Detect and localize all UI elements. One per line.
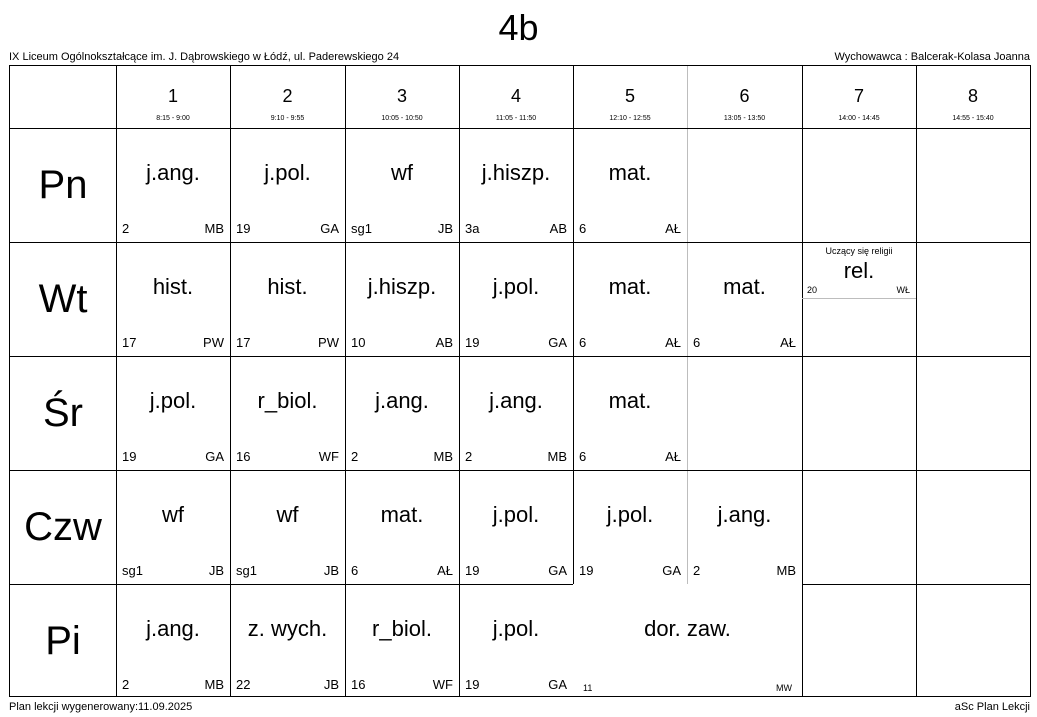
lesson-teacher: GA xyxy=(320,221,339,236)
lesson-room: 6 xyxy=(579,449,587,464)
lesson-cell xyxy=(573,356,687,470)
lesson-room: 19 xyxy=(465,335,480,350)
day-label-friday: Pi xyxy=(45,619,81,663)
lesson-cell xyxy=(573,242,687,356)
lesson-cell xyxy=(230,356,345,470)
lesson-room: 19 xyxy=(465,677,480,692)
lesson-cell xyxy=(116,356,230,470)
lesson-cell xyxy=(230,584,345,696)
lesson-subject: hist. xyxy=(152,274,194,299)
lesson-teacher: AŁ xyxy=(437,563,453,578)
lesson-room: 11 xyxy=(583,683,593,693)
lesson-room: 3a xyxy=(465,221,480,236)
lesson-cell xyxy=(459,470,573,584)
lesson-cell xyxy=(459,242,573,356)
lesson-teacher: PW xyxy=(203,335,224,350)
period-time: 13:05 - 13:50 xyxy=(723,115,766,122)
lesson-cell xyxy=(116,128,230,242)
lesson-teacher: WF xyxy=(432,677,453,692)
lesson-teacher: GA xyxy=(548,335,567,350)
period-number: 1 xyxy=(167,86,178,106)
period-number: 2 xyxy=(282,86,293,106)
period-header-8 xyxy=(916,66,1030,128)
period-header-6 xyxy=(687,66,802,128)
lesson-subject: mat. xyxy=(723,274,766,299)
lesson-room: 2 xyxy=(351,449,359,464)
lesson-room: 6 xyxy=(351,563,359,578)
lesson-subject: j.pol. xyxy=(492,502,540,527)
lesson-room: 17 xyxy=(122,335,137,350)
lesson-room: sg1 xyxy=(122,563,143,578)
lesson-teacher: JB xyxy=(437,221,453,236)
lesson-cell xyxy=(459,356,573,470)
period-number: 5 xyxy=(624,86,635,106)
software-credit: aSc Plan Lekcji xyxy=(954,701,1030,713)
period-time: 10:05 - 10:50 xyxy=(381,115,423,122)
period-time: 14:55 - 15:40 xyxy=(952,115,994,122)
lesson-cell xyxy=(345,584,459,696)
period-time: 9:10 - 9:55 xyxy=(270,115,305,122)
lesson-teacher: MB xyxy=(433,449,453,464)
lesson-cell xyxy=(687,470,802,584)
period-header-1 xyxy=(116,66,230,128)
lesson-cell xyxy=(230,128,345,242)
group-divider xyxy=(802,298,916,299)
lesson-subject: j.pol. xyxy=(264,160,311,185)
day-label-tuesday: Wt xyxy=(38,277,88,321)
day-label-monday: Pn xyxy=(38,163,88,207)
lesson-teacher: AŁ xyxy=(665,221,681,236)
lesson-room: 2 xyxy=(465,449,473,464)
lesson-teacher: AB xyxy=(549,221,567,236)
day-label-thursday: Czw xyxy=(24,505,102,549)
lesson-group: Uczący się religii xyxy=(825,246,893,256)
lesson-subject: j.ang. xyxy=(489,388,543,413)
lesson-teacher: AB xyxy=(435,335,453,350)
period-number: 3 xyxy=(396,86,407,106)
page-title: 4b xyxy=(498,7,539,48)
lesson-subject: j.hiszp. xyxy=(367,274,437,299)
lesson-room: 2 xyxy=(693,563,701,578)
lesson-room: 22 xyxy=(236,677,251,692)
lesson-room: 16 xyxy=(351,677,366,692)
lesson-subject: wf xyxy=(391,160,413,185)
lesson-cell xyxy=(116,242,230,356)
lesson-room: 6 xyxy=(579,221,587,236)
lesson-room: 10 xyxy=(351,335,366,350)
lesson-subject: j.ang. xyxy=(146,160,200,185)
lesson-teacher: JB xyxy=(208,563,224,578)
lesson-teacher: GA xyxy=(205,449,224,464)
lesson-cell xyxy=(345,242,459,356)
lesson-cell xyxy=(230,470,345,584)
lesson-subject: dor. zaw. xyxy=(644,616,731,641)
class-teacher: Wychowawca : Balcerak-Kolasa Joanna xyxy=(834,51,1030,63)
lesson-room: 19 xyxy=(122,449,137,464)
lesson-subject: j.ang. xyxy=(717,502,772,527)
lesson-subject: j.pol. xyxy=(492,616,540,641)
lesson-room: 6 xyxy=(693,335,701,350)
lesson-room: 19 xyxy=(465,563,480,578)
lesson-subject: mat. xyxy=(380,502,424,527)
period-number: 6 xyxy=(739,86,750,106)
lesson-teacher: GA xyxy=(548,677,567,692)
lesson-subject: j.ang. xyxy=(146,616,200,641)
lesson-teacher: WF xyxy=(318,449,339,464)
lesson-cell xyxy=(687,242,802,356)
lesson-teacher: MB xyxy=(204,221,224,236)
lesson-cell xyxy=(230,242,345,356)
lesson-cell xyxy=(459,128,573,242)
lesson-teacher: AŁ xyxy=(780,335,796,350)
lesson-subject: j.ang. xyxy=(375,388,429,413)
lesson-room: 20 xyxy=(807,285,818,295)
lesson-subject: j.pol. xyxy=(149,388,197,413)
lesson-teacher: JB xyxy=(323,677,339,692)
lesson-cell xyxy=(459,584,573,696)
period-header-5 xyxy=(573,66,687,128)
lesson-cell xyxy=(573,128,687,242)
lesson-room: 2 xyxy=(122,677,130,692)
period-time: 12:10 - 12:55 xyxy=(609,115,651,122)
lesson-teacher: MB xyxy=(204,677,224,692)
lesson-room: sg1 xyxy=(236,563,257,578)
period-header-4 xyxy=(459,66,573,128)
religion-group-cell xyxy=(802,242,916,356)
lesson-teacher: MW xyxy=(776,683,792,693)
lesson-teacher: JB xyxy=(323,563,339,578)
period-header-3 xyxy=(345,66,459,128)
lesson-subject: wf xyxy=(162,502,184,527)
lesson-room: 19 xyxy=(579,563,594,578)
period-time: 11:05 - 11:50 xyxy=(495,115,537,122)
lesson-subject: hist. xyxy=(267,274,308,299)
lesson-cell xyxy=(345,470,459,584)
school-name: IX Liceum Ogólnokształcące im. J. Dąbrowskiego w Łódź, ul. Paderewskiego 24 xyxy=(9,51,400,63)
period-header-7 xyxy=(802,66,916,128)
lesson-subject: z. wych. xyxy=(247,616,328,641)
lesson-room: 2 xyxy=(122,221,130,236)
lesson-subject: j.pol. xyxy=(492,274,540,299)
lesson-room: 6 xyxy=(579,335,587,350)
lesson-room: 16 xyxy=(236,449,251,464)
lesson-teacher: GA xyxy=(548,563,567,578)
lesson-subject: mat. xyxy=(608,388,652,413)
lesson-room: 17 xyxy=(236,335,251,350)
lesson-teacher: MB xyxy=(776,563,796,578)
lesson-teacher: AŁ xyxy=(665,335,681,350)
lesson-subject: wf xyxy=(276,502,299,527)
lesson-subject: j.pol. xyxy=(606,502,654,527)
timetable-grid xyxy=(9,65,1031,697)
period-number: 8 xyxy=(967,86,978,106)
lesson-subject: r_biol. xyxy=(372,616,432,641)
lesson-teacher: WŁ xyxy=(896,285,910,295)
lesson-teacher: PW xyxy=(318,335,339,350)
lesson-subject: j.hiszp. xyxy=(481,160,551,185)
period-header-2 xyxy=(230,66,345,128)
lesson-cell xyxy=(116,584,230,696)
day-label-wednesday: Śr xyxy=(43,391,83,435)
period-time: 8:15 - 9:00 xyxy=(156,115,190,122)
lesson-teacher: GA xyxy=(662,563,681,578)
lesson-subject: r_biol. xyxy=(257,388,318,413)
generated-date: Plan lekcji wygenerowany:11.09.2025 xyxy=(9,701,193,713)
lesson-room: 19 xyxy=(236,221,251,236)
period-number: 4 xyxy=(510,86,521,106)
lesson-teacher: AŁ xyxy=(665,449,681,464)
lesson-cell xyxy=(345,128,459,242)
lesson-cell xyxy=(573,470,687,584)
lesson-room: sg1 xyxy=(351,221,372,236)
double-lesson-cell xyxy=(573,584,802,696)
period-time: 14:00 - 14:45 xyxy=(838,115,880,122)
lesson-subject: mat. xyxy=(608,274,652,299)
lesson-subject: mat. xyxy=(608,160,652,185)
lesson-teacher: MB xyxy=(547,449,567,464)
period-number: 7 xyxy=(853,86,864,106)
lesson-subject: rel. xyxy=(843,258,875,283)
lesson-cell xyxy=(345,356,459,470)
lesson-cell xyxy=(116,470,230,584)
